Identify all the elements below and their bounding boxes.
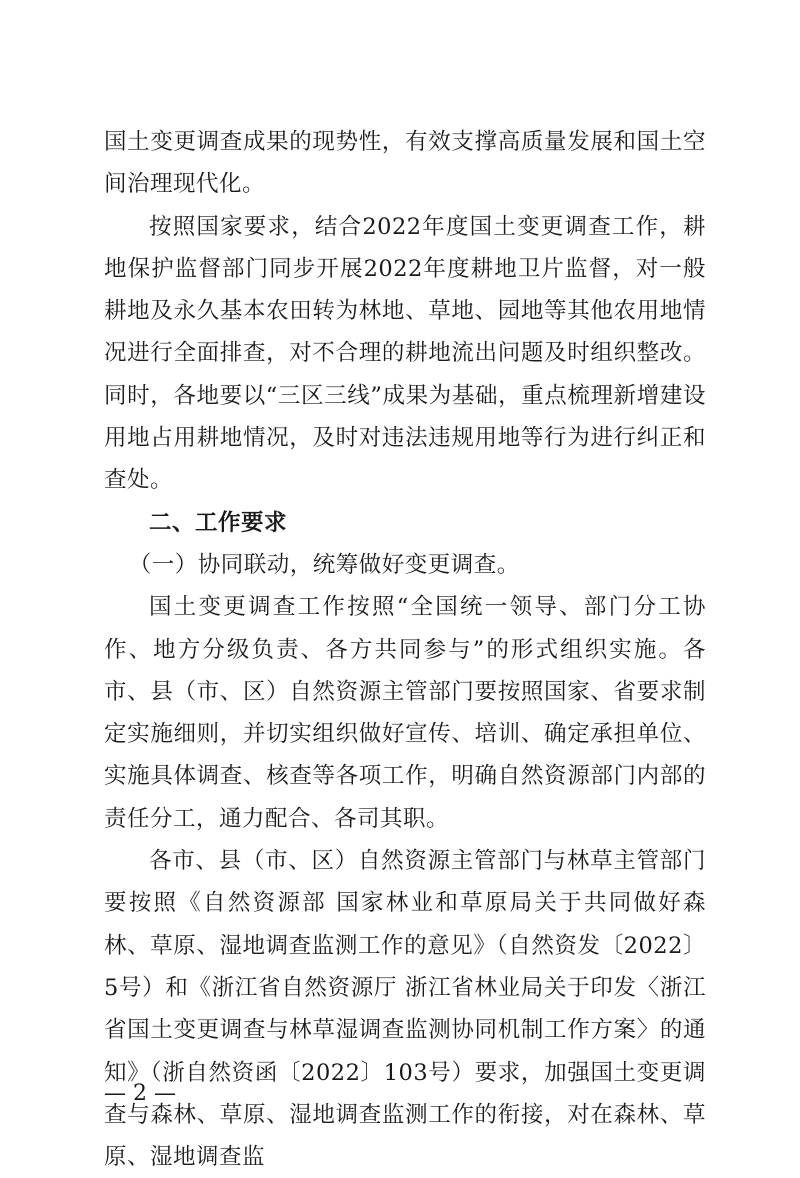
section-heading: 二、工作要求 <box>149 509 288 536</box>
document-body <box>104 121 706 1178</box>
paragraph-continuation: 国土变更调查成果的现势性，有效支撑高质量发展和国土空间治理现代化。 <box>104 129 706 198</box>
page-number: — 2 — <box>104 1081 176 1106</box>
paragraph-survey-organization: 国土变更调查工作按照“全国统一领导、部门分工协作、地方分级负责、各方共同参与”的形式组织实施。各市、县（市、区）自然资源主管部门要按照国家、省要求制定实施细则，并切实组织做好宣传、培训、确定承担单位、实施具体调查、核查等各项工作，明确自然资源部门内部的责任分工，通力配合、各司其职。 <box>104 594 706 832</box>
paragraph-farmland-supervision: 按照国家要求，结合2022年度国土变更调查工作，耕地保护监督部门同步开展2022年度耕地卫片监督，对一般耕地及永久基本农田转为林地、草地、园地等其他农用地情况进行全面排查，对不合理的耕地流出问题及时组织整改。同时，各地要以“三区三线”成果为基础，重点梳理新增建设用地占用耕地情况，及时对违法违规用地等行为进行纠正和查处。 <box>104 213 706 494</box>
subsection-heading: （一）协同联动，统筹做好变更调查。 <box>128 551 520 578</box>
paragraph-forestry-coordination: 各市、县（市、区）自然资源主管部门与林草主管部门要按照《自然资源部 国家林业和草原局关于共同做好森林、草原、湿地调查监测工作的意见》（自然资发〔2022〕5号）和《浙江省自然资源厅 浙江省林业局关于印发〈浙江省国土变更调查与林草湿调查监测协同机制工作方案〉的通知》（浙自然资函〔2022〕103号）要求，加强国土变更调查与森林、草原、湿地调查监测工作的衔接，对在森林、草原、湿地调查监 <box>104 848 706 1171</box>
